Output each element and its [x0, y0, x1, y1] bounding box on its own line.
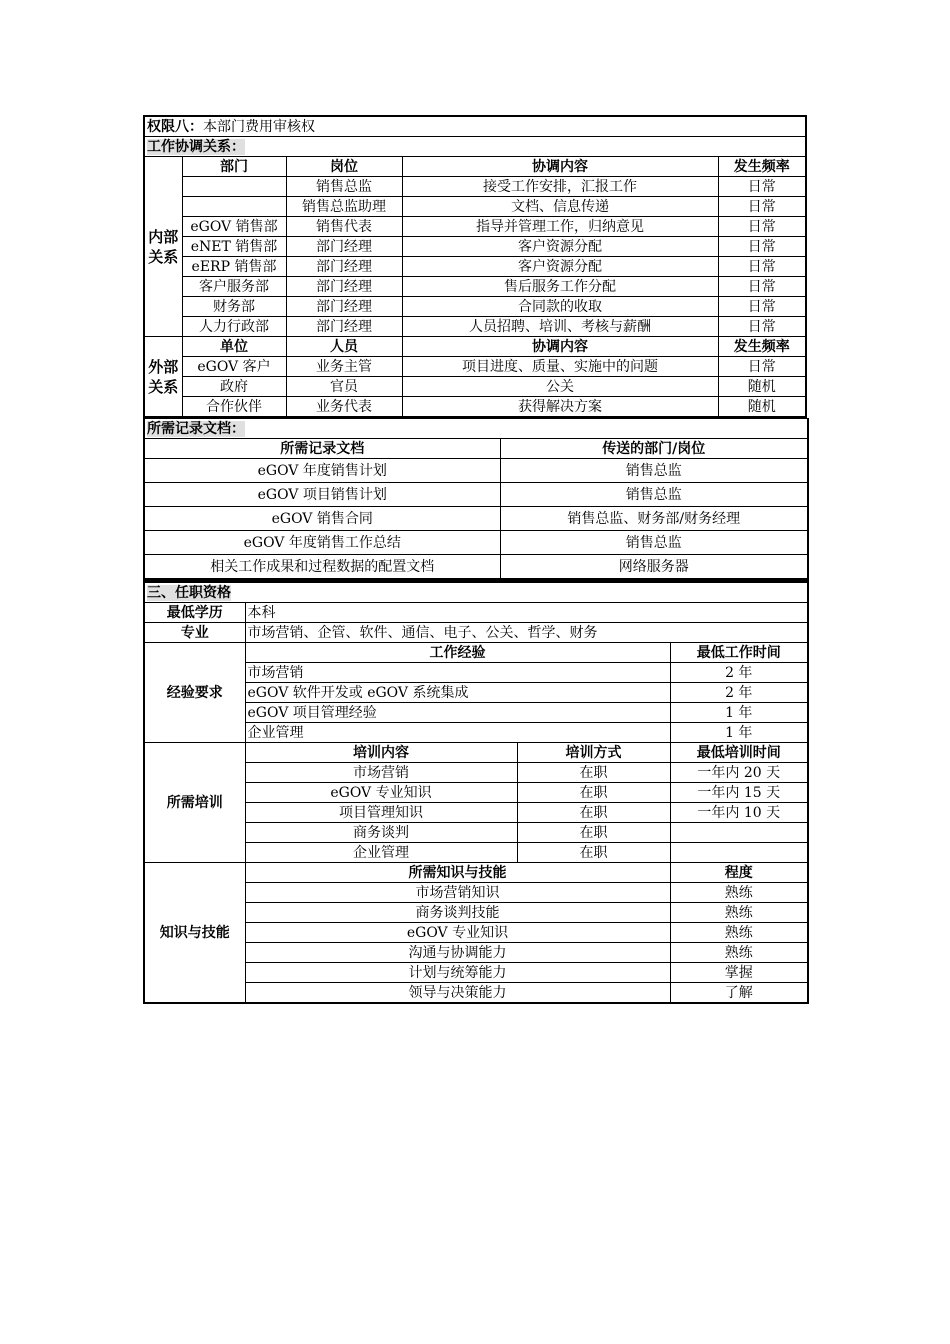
experience-label: 经验要求 — [144, 643, 245, 743]
header-recipient: 传送的部门/岗位 — [500, 439, 808, 459]
table-row: 企业管理 1 年 — [144, 723, 808, 743]
table-row: eGOV 专业知识 熟练 — [144, 923, 808, 943]
coordination-title-row — [144, 137, 806, 157]
table-row: 相关工作成果和过程数据的配置文档 网络服务器 — [144, 555, 808, 580]
table-row: eGOV 项目销售计划 销售总监 — [144, 483, 808, 507]
records-title-row — [144, 419, 808, 439]
header-level: 程度 — [670, 863, 808, 883]
table-row: 商务谈判技能 熟练 — [144, 903, 808, 923]
header-frequency: 发生频率 — [718, 337, 806, 357]
major-value: 市场营销、企管、软件、通信、电子、公关、哲学、财务 — [245, 623, 808, 643]
experience-header-row — [144, 643, 808, 663]
permission-label: 权限八： — [147, 118, 203, 135]
table-row: eGOV 项目管理经验 1 年 — [144, 703, 808, 723]
table-row: 企业管理 在职 — [144, 843, 808, 863]
table-row: eNET 销售部 部门经理 客户资源分配 日常 — [144, 237, 806, 257]
table-row: 市场营销知识 熟练 — [144, 883, 808, 903]
skills-label: 知识与技能 — [144, 863, 245, 1004]
header-frequency: 发生频率 — [718, 157, 806, 177]
table-row: 沟通与协调能力 熟练 — [144, 943, 808, 963]
training-header-row — [144, 743, 808, 763]
table-row: 销售总监 接受工作安排，汇报工作 日常 — [144, 177, 806, 197]
skills-header-row — [144, 863, 808, 883]
education-row — [144, 603, 808, 623]
table-row: 计划与统筹能力 掌握 — [144, 963, 808, 983]
table-row: 领导与决策能力 了解 — [144, 983, 808, 1004]
internal-header-row — [144, 157, 806, 177]
table-row: 政府 官员 公关 随机 — [144, 377, 806, 397]
header-person: 人员 — [286, 337, 402, 357]
job-description-sheet — [143, 115, 807, 1004]
table-row: 项目管理知识 在职 一年内 10 天 — [144, 803, 808, 823]
header-content: 协调内容 — [402, 337, 718, 357]
major-label: 专业 — [144, 623, 245, 643]
coordination-table — [143, 115, 807, 418]
table-row: 财务部 部门经理 合同款的收取 日常 — [144, 297, 806, 317]
records-title: 所需记录文档： — [147, 420, 245, 437]
table-row: eGOV 销售部 销售代表 指导并管理工作，归纳意见 日常 — [144, 217, 806, 237]
header-min-training-time: 最低培训时间 — [670, 743, 808, 763]
header-unit: 单位 — [182, 337, 286, 357]
qualification-title-row — [144, 582, 808, 603]
table-row: 市场营销 在职 一年内 20 天 — [144, 763, 808, 783]
qualification-table — [143, 580, 809, 1004]
header-content: 协调内容 — [402, 157, 718, 177]
table-row: eGOV 软件开发或 eGOV 系统集成 2 年 — [144, 683, 808, 703]
permission-row — [144, 116, 806, 137]
table-row: eGOV 销售合同 销售总监、财务部/财务经理 — [144, 507, 808, 531]
education-value: 本科 — [245, 603, 808, 623]
header-training-content: 培训内容 — [245, 743, 517, 763]
records-header-row — [144, 439, 808, 459]
qualification-title: 三、任职资格 — [147, 584, 231, 601]
table-row: 人力行政部 部门经理 人员招聘、培训、考核与薪酬 日常 — [144, 317, 806, 337]
header-department: 部门 — [182, 157, 286, 177]
table-row: eGOV 年度销售计划 销售总监 — [144, 459, 808, 483]
table-row: eERP 销售部 部门经理 客户资源分配 日常 — [144, 257, 806, 277]
header-skills: 所需知识与技能 — [245, 863, 670, 883]
external-header-row — [144, 337, 806, 357]
table-row: eGOV 客户 业务主管 项目进度、质量、实施中的问题 日常 — [144, 357, 806, 377]
table-row: 合作伙伴 业务代表 获得解决方案 随机 — [144, 397, 806, 418]
table-row: eGOV 年度销售工作总结 销售总监 — [144, 531, 808, 555]
header-position: 岗位 — [286, 157, 402, 177]
header-training-method: 培训方式 — [517, 743, 670, 763]
coordination-title: 工作协调关系： — [147, 138, 245, 155]
table-row: 客户服务部 部门经理 售后服务工作分配 日常 — [144, 277, 806, 297]
major-row — [144, 623, 808, 643]
header-record-document: 所需记录文档 — [144, 439, 500, 459]
education-label: 最低学历 — [144, 603, 245, 623]
header-experience: 工作经验 — [245, 643, 670, 663]
internal-relations-label: 内部 关系 — [144, 157, 182, 337]
table-row: eGOV 专业知识 在职 一年内 15 天 — [144, 783, 808, 803]
training-label: 所需培训 — [144, 743, 245, 863]
external-relations-label: 外部 关系 — [144, 337, 182, 418]
permission-value: 本部门费用审核权 — [203, 118, 315, 135]
table-row: 销售总监助理 文档、信息传递 日常 — [144, 197, 806, 217]
header-min-work-time: 最低工作时间 — [670, 643, 808, 663]
records-table — [143, 418, 809, 580]
table-row: 商务谈判 在职 — [144, 823, 808, 843]
table-row: 市场营销 2 年 — [144, 663, 808, 683]
